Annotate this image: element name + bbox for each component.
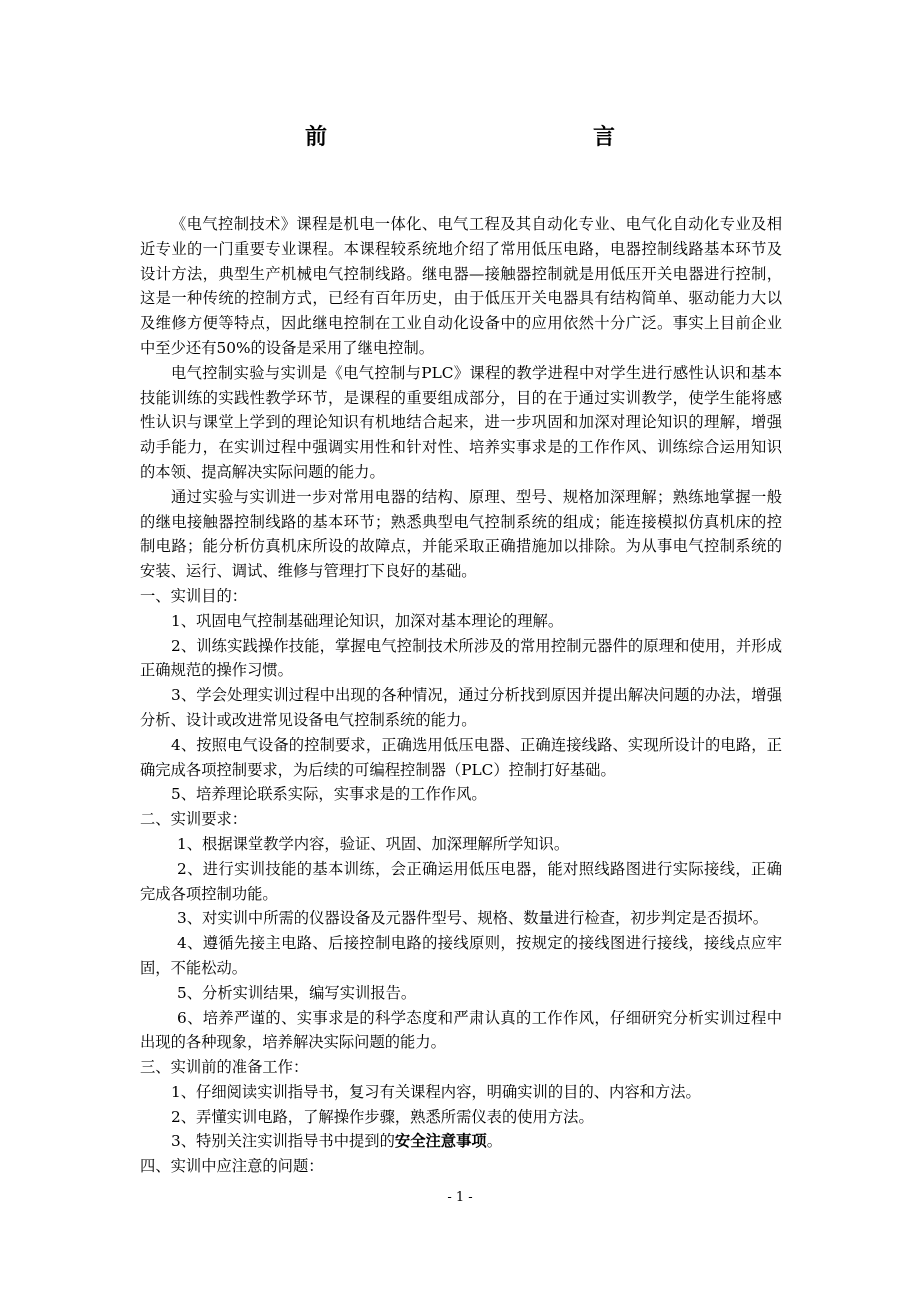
section-heading-precautions: 四、实训中应注意的问题： <box>140 1157 324 1176</box>
preparation-item-3 <box>140 1129 782 1154</box>
requirement-item-5: 5、分析实训结果，编写实训报告。 <box>177 983 417 1002</box>
preparation-item-3-prefix: 3、特别关注实训指导书中提到的 <box>171 1132 395 1151</box>
objective-item-5: 5、培养理论联系实际，实事求是的工作作风。 <box>171 785 487 804</box>
safety-notice-emphasis: 安全注意事项 <box>394 1132 487 1151</box>
requirement-item-3: 3、对实训中所需的仪器设备及元器件型号、规格、数量进行检查，初步判定是否损坏。 <box>177 909 769 928</box>
objective-item-1: 1、巩固电气控制基础理论知识，加深对基本理论的理解。 <box>171 611 564 630</box>
section-heading-preparation: 三、实训前的准备工作： <box>140 1058 309 1077</box>
objective-item-3: 3、学会处理实训过程中出现的各种情况，通过分析找到原因并提出解决问题的办法，增强分析、设计或改进常见设备电气控制系统的能力。 <box>140 686 782 729</box>
objective-item-4: 4、按照电气设备的控制要求，正确选用低压电器、正确连接线路、实现所设计的电路，正确完成各项控制要求，为后续的可编程控制器（PLC）控制打好基础。 <box>140 735 782 779</box>
intro-paragraph-2: 电气控制实验与实训是《电气控制与PLC》课程的教学进程中对学生进行感性认识和基本技能训练的实践性教学环节，是课程的重要组成部分，目的在于通过实训教学，使学生能将感性认识与课堂上学到的理论知识有机地结合起来，进一步巩固和加深对理论知识的理解，增强动手能力，在实训过程中强调实用性和针对性、培养实事求是的工作作风、训练综合运用知识的本领、提高解决实际问题的能力。 <box>140 363 782 481</box>
page-title: 前 言 <box>304 125 689 150</box>
section-heading-requirements: 二、实训要求： <box>140 810 248 829</box>
document-body <box>140 212 782 1179</box>
preparation-item-1: 1、仔细阅读实训指导书，复习有关课程内容，明确实训的目的、内容和方法。 <box>171 1082 701 1101</box>
page-number: - 1 - <box>447 1190 473 1205</box>
objective-item-2: 2、训练实践操作技能，掌握电气控制技术所涉及的常用控制元器件的原理和使用，并形成正确规范的操作习惯。 <box>140 636 782 680</box>
intro-paragraph-1: 《电气控制技术》课程是机电一体化、电气工程及其自动化专业、电气化自动化专业及相近专业的一门重要专业课程。本课程较系统地介绍了常用低压电路，电器控制线路基本环节及设计方法，典型生产机械电气控制线路。继电器—接触器控制就是用低压开关电器进行控制，这是一种传统的控制方式，已经有百年历史，由于低压开关电器具有结构简单、驱动能力大以及维修方便等特点，因此继电控制在工业自动化设备中的应用依然十分广泛。事实上目前企业中至少还有50%的设备是采用了继电控制。 <box>140 215 782 357</box>
section-heading-objectives: 一、实训目的： <box>140 586 248 605</box>
preparation-item-2: 2、弄懂实训电路，了解操作步骤，熟悉所需仪表的使用方法。 <box>171 1107 594 1126</box>
preparation-item-3-suffix: 。 <box>486 1132 502 1151</box>
requirement-item-6: 6、培养严谨的、实事求是的科学态度和严肃认真的工作作风，仔细研究分析实训过程中出现的各种现象，培养解决实际问题的能力。 <box>140 1008 782 1052</box>
requirement-item-2: 2、进行实训技能的基本训练，会正确运用低压电器，能对照线路图进行实际接线，正确完成各项控制功能。 <box>140 859 782 903</box>
intro-paragraph-3: 通过实验与实训进一步对常用电器的结构、原理、型号、规格加深理解；熟练地掌握一般的继电接触器控制线路的基本环节；熟悉典型电气控制系统的组成；能连接模拟仿真机床的控制电路；能分析仿真机床所设的故障点，并能采取正确措施加以排除。为从事电气控制系统的安装、运行、调试、维修与管理打下良好的基础。 <box>140 487 782 581</box>
requirement-item-4: 4、遵循先接主电路、后接控制电路的接线原则，按规定的接线图进行接线，接线点应牢固，不能松动。 <box>140 934 782 977</box>
requirement-item-1: 1、根据课堂教学内容，验证、巩固、加深理解所学知识。 <box>177 834 570 853</box>
